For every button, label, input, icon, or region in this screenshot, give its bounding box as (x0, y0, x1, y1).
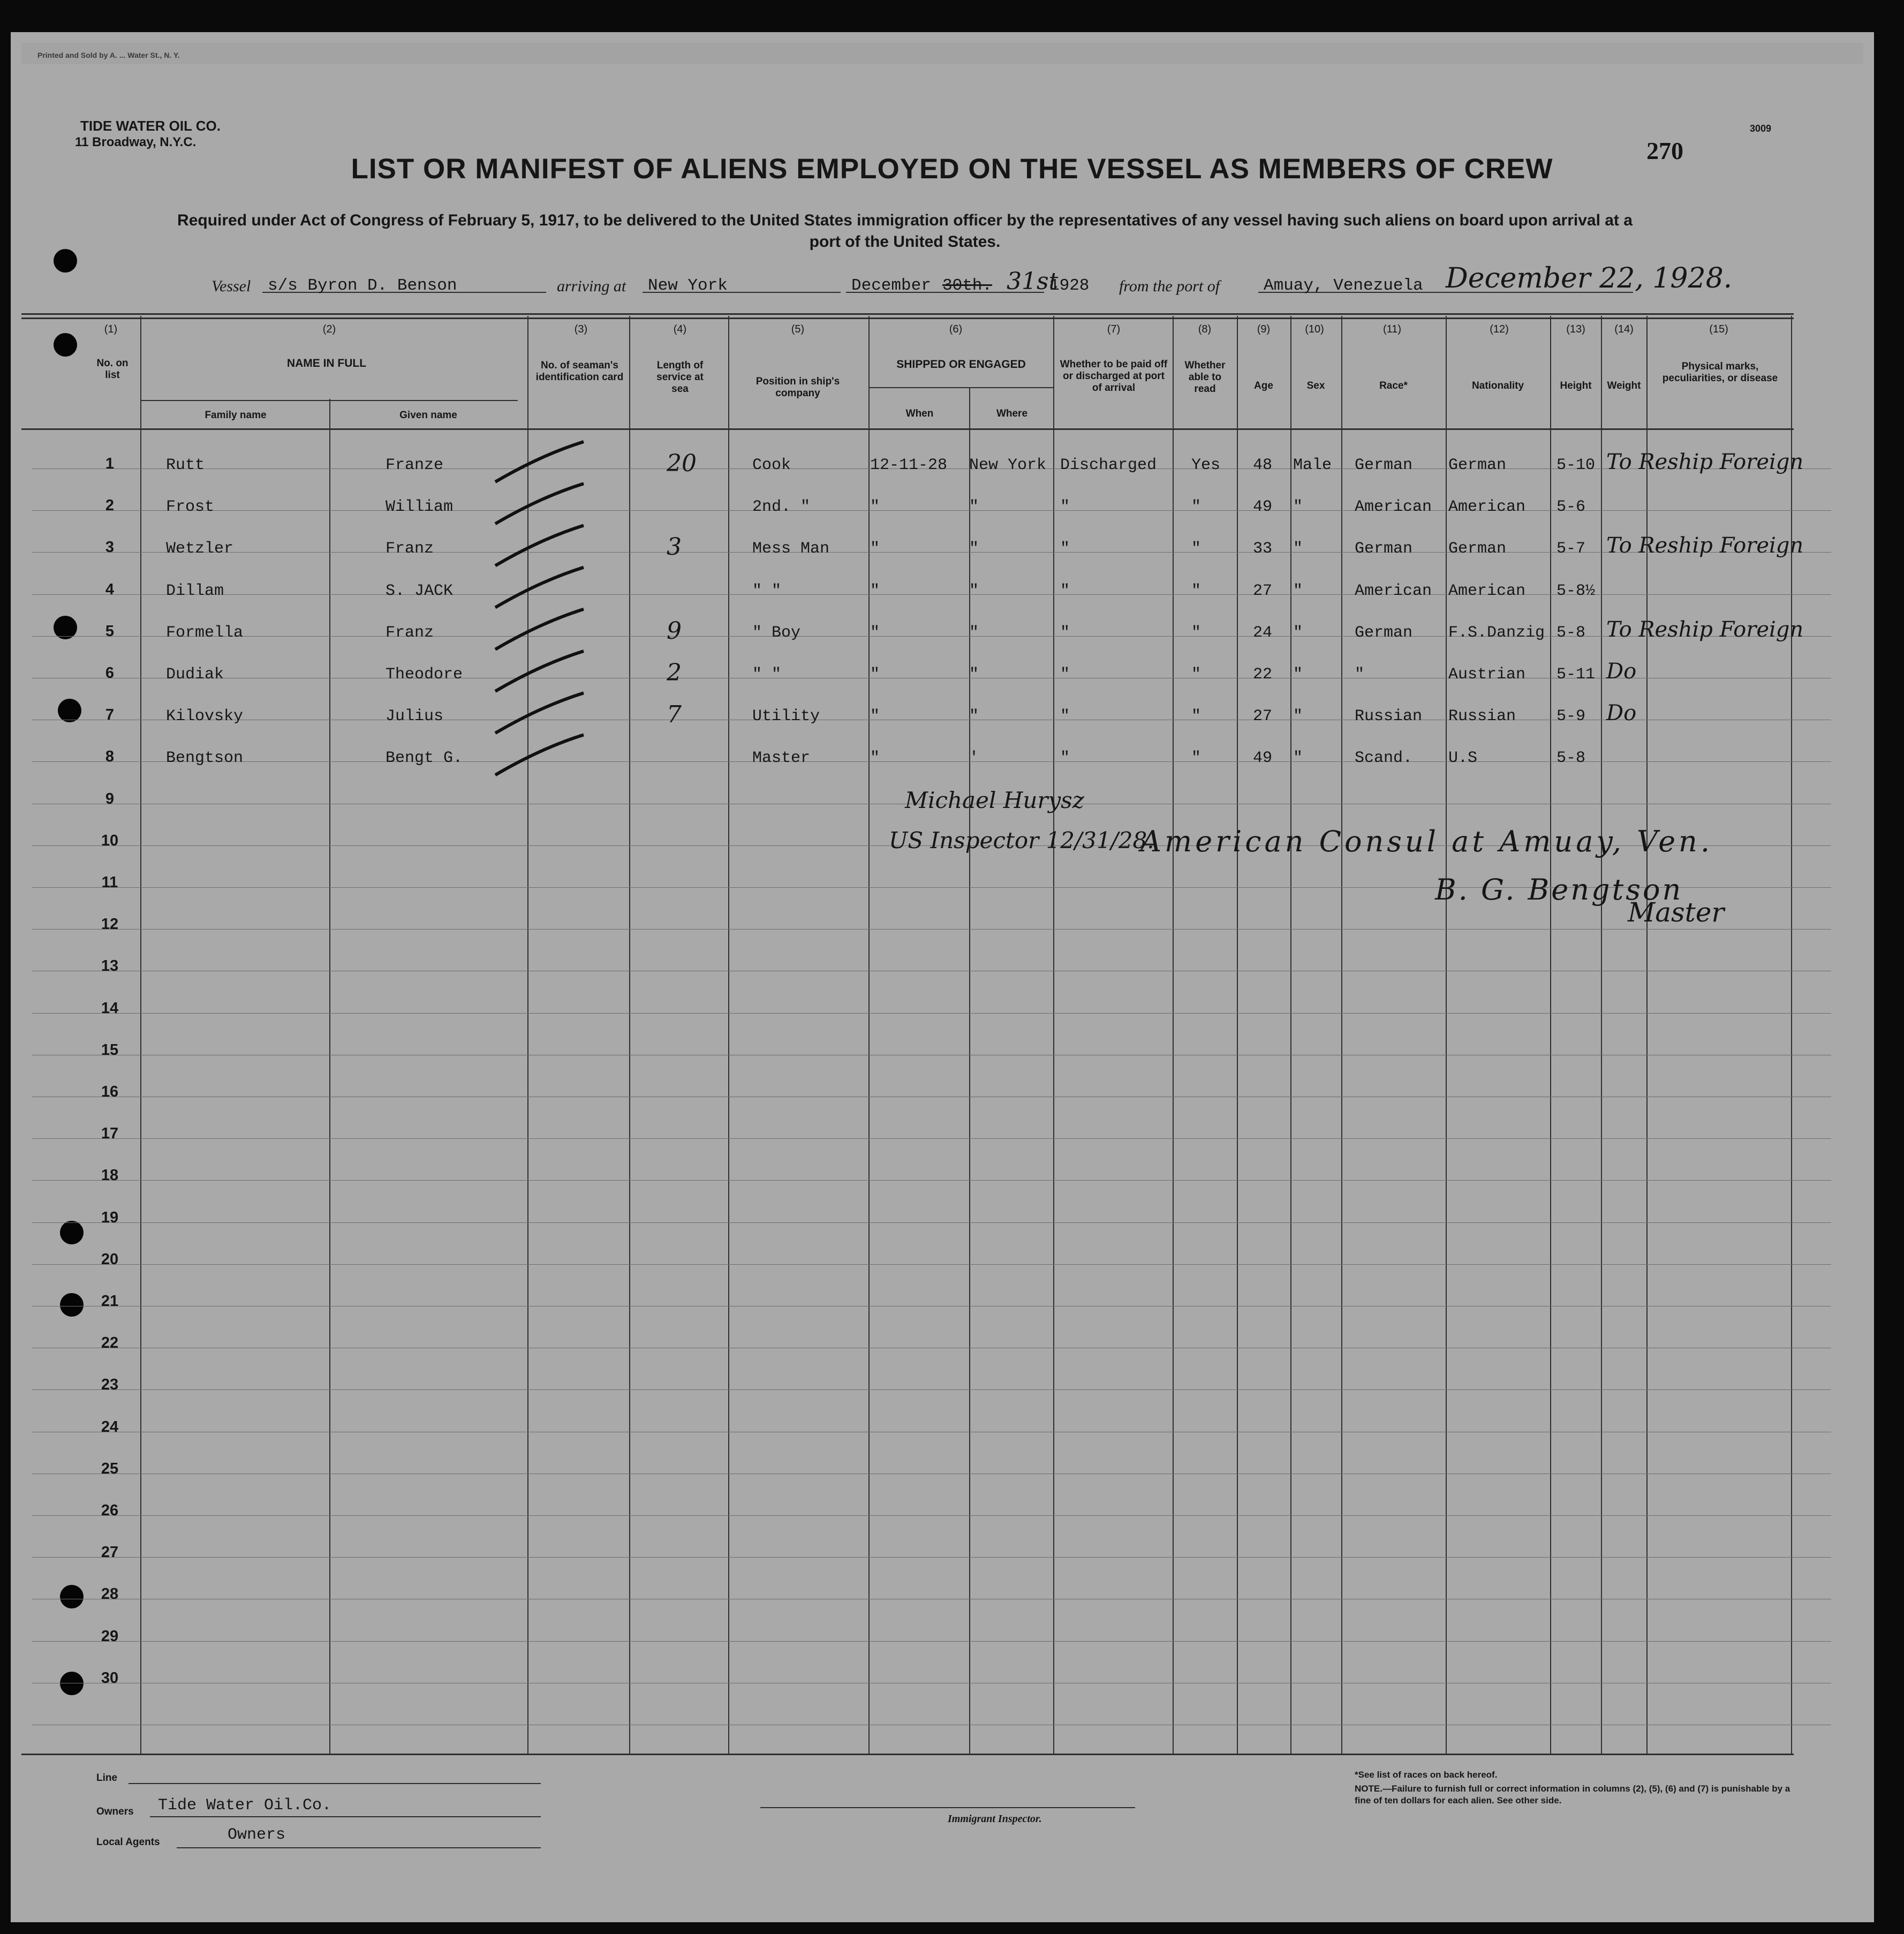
cell-race: German (1355, 456, 1413, 474)
cell-position: " Boy (752, 624, 801, 642)
header-marks: Physical marks, peculiarities, or disease (1662, 361, 1778, 384)
cell-given: S. JACK (386, 582, 454, 600)
vessel-name: s/s Byron D. Benson (268, 276, 457, 295)
header-weight: Weight (1607, 380, 1641, 391)
departure-port: Amuay, Venezuela (1264, 276, 1423, 295)
cell-family: Wetzler (166, 540, 234, 558)
cell-where: " (969, 666, 979, 684)
cell-nationality: German (1448, 456, 1507, 474)
cell-marks: Do (1606, 659, 1637, 684)
cell-service: 3 (667, 533, 682, 561)
row-number: 29 (101, 1628, 119, 1645)
header-age: Age (1254, 380, 1273, 391)
id-card-slash (495, 568, 584, 608)
cell-age: 24 (1253, 624, 1273, 642)
row-number: 9 (105, 790, 115, 807)
cell-sex: " (1293, 540, 1303, 558)
cell-family: Bengtson (166, 749, 244, 767)
master-signature: B. G. Bengtson (1435, 873, 1683, 906)
cell-sex: Male (1293, 456, 1332, 474)
inspector-signature: Michael Hurysz (905, 787, 1084, 813)
vessel-label: Vessel (211, 277, 251, 295)
header-where: Where (996, 408, 1028, 419)
cell-given: Franz (386, 624, 434, 642)
col-num-6: (6) (949, 323, 963, 335)
page-title: LIST OR MANIFEST OF ALIENS EMPLOYED ON THE VESSEL AS MEMBERS OF CREW (351, 153, 1553, 185)
cell-service: 20 (667, 450, 697, 477)
header-nationality: Nationality (1471, 380, 1524, 391)
cell-height: 5-10 (1557, 456, 1596, 474)
cell-sex: " (1293, 707, 1303, 726)
row-number: 4 (105, 581, 115, 598)
row-number: 17 (101, 1125, 119, 1142)
cell-when: " (870, 498, 880, 516)
cell-marks: To Reship Foreign (1606, 617, 1804, 642)
row-number: 8 (105, 748, 115, 765)
header-height: Height (1560, 380, 1592, 391)
cell-age: 33 (1253, 540, 1273, 558)
cell-race: Scand. (1355, 749, 1413, 767)
cell-given: Franz (386, 540, 434, 558)
row-number: 16 (101, 1083, 119, 1100)
cell-nationality: American (1448, 582, 1526, 600)
header-name-in-full: NAME IN FULL (286, 357, 367, 369)
header-sex: Sex (1306, 380, 1325, 391)
col-num-12: (12) (1490, 323, 1509, 335)
header-shipped-engaged: SHIPPED OR ENGAGED (896, 358, 1026, 371)
col-num-13: (13) (1566, 323, 1585, 335)
cell-service: 9 (667, 617, 682, 645)
row-number: 27 (101, 1544, 119, 1561)
cell-height: 5-11 (1557, 666, 1596, 684)
row-number: 15 (101, 1041, 119, 1059)
cell-where: " (969, 582, 979, 600)
col-num-4: (4) (673, 323, 687, 335)
cell-paid: " (1060, 707, 1070, 726)
row-number: 14 (101, 1000, 119, 1017)
cell-where: " (969, 624, 979, 642)
cell-nationality: Russian (1448, 707, 1516, 726)
cell-when: " (870, 749, 880, 767)
cell-service: 2 (667, 659, 682, 686)
cell-race: German (1355, 624, 1413, 642)
cell-given: William (386, 498, 454, 516)
cell-position: " " (752, 582, 782, 600)
cell-nationality: German (1448, 540, 1507, 558)
cell-position: " " (752, 666, 782, 684)
arrival-day-struck: 30th. (942, 276, 993, 295)
cell-family: Rutt (166, 456, 205, 474)
cell-when: 12-11-28 (870, 456, 948, 474)
cell-when: " (870, 707, 880, 726)
cell-read: " (1191, 707, 1202, 726)
owners-value: Tide Water Oil.Co. (158, 1796, 332, 1815)
cell-nationality: U.S (1448, 749, 1478, 767)
company-name: TIDE WATER OIL CO. (80, 118, 221, 134)
header-able-read: Whether able to read (1184, 360, 1226, 395)
row-number: 23 (101, 1376, 119, 1393)
id-card-slash (495, 525, 584, 565)
row-number: 18 (101, 1167, 119, 1184)
row-number: 2 (105, 497, 115, 514)
cell-given: Bengt G. (386, 749, 463, 767)
cell-sex: " (1293, 749, 1303, 767)
cell-given: Franze (386, 456, 444, 474)
row-number: 11 (101, 874, 118, 891)
header-given-name: Given name (399, 410, 457, 421)
header-family-name: Family name (205, 410, 267, 421)
row-number: 3 (105, 539, 115, 556)
cell-race: American (1355, 498, 1432, 516)
local-agents-label: Local Agents (96, 1837, 160, 1848)
cell-when: " (870, 582, 880, 600)
cell-given: Theodore (386, 666, 463, 684)
id-card-slash (495, 735, 584, 775)
penalty-note: NOTE.—Failure to furnish full or correct information in columns (2), (5), (6) and (7) is punishable by a fine of ten dollars for each alien. See other side. (1355, 1784, 1790, 1805)
cell-read: Yes (1191, 456, 1221, 474)
col-num-10: (10) (1305, 323, 1324, 335)
cell-race: American (1355, 582, 1432, 600)
races-note: *See list of races on back hereof. (1355, 1770, 1498, 1780)
header-length-service: Length of service at sea (656, 360, 704, 395)
row-number: 26 (101, 1502, 119, 1519)
cell-where: New York (969, 456, 1047, 474)
col-num-1: (1) (104, 323, 118, 335)
cell-given: Julius (386, 707, 444, 726)
page-number: 270 (1646, 137, 1683, 164)
id-card-slash (495, 651, 584, 691)
cell-read: " (1191, 624, 1202, 642)
cell-age: 27 (1253, 582, 1273, 600)
row-number: 19 (101, 1209, 119, 1226)
header-paid-off: Whether to be paid off or discharged at port of arrival (1060, 359, 1168, 394)
id-card-slash (495, 484, 584, 524)
cell-nationality: F.S.Danzig (1448, 624, 1545, 642)
cell-position: Cook (752, 456, 791, 474)
cell-family: Dillam (166, 582, 224, 600)
cell-position: Mess Man (752, 540, 830, 558)
arrival-port: New York (648, 276, 728, 295)
cell-family: Frost (166, 498, 215, 516)
cell-paid: " (1060, 498, 1070, 516)
cell-height: 5-8 (1557, 749, 1586, 767)
cell-where: ' (969, 749, 979, 767)
arrival-day-handwritten: 31st (1007, 268, 1059, 295)
cell-height: 5-9 (1557, 707, 1586, 726)
cell-read: " (1191, 498, 1202, 516)
row-number: 5 (105, 623, 115, 640)
cell-race: " (1355, 666, 1365, 684)
id-card-slash (495, 442, 584, 482)
row-number: 12 (101, 916, 119, 933)
cell-height: 5-6 (1557, 498, 1586, 516)
cell-family: Dudiak (166, 666, 224, 684)
col-num-14: (14) (1614, 323, 1634, 335)
arriving-label: arriving at (557, 277, 626, 295)
cell-position: Master (752, 749, 811, 767)
row-number: 20 (101, 1251, 119, 1268)
cell-paid: " (1060, 666, 1070, 684)
col-num-8: (8) (1198, 323, 1212, 335)
header-position: Position in ship's company (755, 376, 840, 399)
cell-age: 22 (1253, 666, 1273, 684)
row-number: 25 (101, 1460, 119, 1477)
printer-imprint: Printed and Sold by A. ... Water St., N. Y. (37, 51, 180, 59)
cell-position: Utility (752, 707, 820, 726)
header-id-card: No. of seaman's identification card (535, 360, 624, 383)
cell-read: " (1191, 666, 1202, 684)
row-number: 13 (101, 957, 119, 974)
row-number: 30 (101, 1669, 119, 1687)
cell-height: 5-7 (1557, 540, 1586, 558)
col-num-5: (5) (791, 323, 805, 335)
header-no-on-list: No. on list (96, 358, 129, 381)
cell-read: " (1191, 582, 1202, 600)
row-number: 22 (101, 1334, 119, 1351)
cell-nationality: American (1448, 498, 1526, 516)
cell-paid: " (1060, 749, 1070, 767)
cell-age: 27 (1253, 707, 1273, 726)
immigrant-inspector-label: Immigrant Inspector. (948, 1813, 1042, 1825)
cell-height: 5-8 (1557, 624, 1586, 642)
owners-label: Owners (96, 1806, 134, 1817)
page-subtitle: Required under Act of Congress of February 5, 1917, to be delivered to the United States immigration officer by the representatives of any vessel having such aliens on board upon arrival at a port of the United States. (177, 211, 1633, 251)
cell-where: " (969, 498, 979, 516)
cell-race: German (1355, 540, 1413, 558)
cell-sex: " (1293, 498, 1303, 516)
cell-read: " (1191, 749, 1202, 767)
cell-age: 48 (1253, 456, 1273, 474)
cell-paid: " (1060, 624, 1070, 642)
cell-where: " (969, 540, 979, 558)
cell-read: " (1191, 540, 1202, 558)
cell-when: " (870, 624, 880, 642)
cell-where: " (969, 707, 979, 726)
cell-paid: " (1060, 582, 1070, 600)
consul-endorsement: American Consul at Amuay, Ven. (1140, 825, 1713, 858)
row-number: 10 (101, 832, 119, 849)
row-number: 1 (105, 455, 115, 472)
row-number: 6 (105, 664, 115, 682)
row-number: 21 (101, 1293, 119, 1310)
col-num-9: (9) (1257, 323, 1271, 335)
cell-sex: " (1293, 666, 1303, 684)
master-title: Master (1628, 897, 1725, 928)
cell-height: 5-8½ (1557, 582, 1596, 600)
row-number: 24 (101, 1418, 119, 1436)
departure-date-handwritten: December 22, 1928. (1446, 262, 1733, 294)
cell-sex: " (1293, 582, 1303, 600)
cell-marks: To Reship Foreign (1606, 450, 1804, 474)
line-label: Line (96, 1772, 118, 1784)
col-num-3: (3) (574, 323, 588, 335)
id-card-slash (495, 693, 584, 733)
arrival-year: 1928 (1049, 276, 1090, 295)
id-card-slash (495, 609, 584, 649)
header-race: Race* (1379, 380, 1408, 391)
cell-family: Formella (166, 624, 244, 642)
company-address: 11 Broadway, N.Y.C. (75, 135, 197, 149)
form-number: 3009 (1750, 123, 1772, 134)
cell-paid: " (1060, 540, 1070, 558)
row-number: 28 (101, 1585, 119, 1603)
cell-when: " (870, 666, 880, 684)
cell-sex: " (1293, 624, 1303, 642)
cell-paid: Discharged (1060, 456, 1157, 474)
arrival-month: December (851, 276, 931, 295)
header-when: When (905, 408, 934, 419)
cell-when: " (870, 540, 880, 558)
cell-marks: Do (1606, 701, 1637, 726)
cell-age: 49 (1253, 749, 1273, 767)
cell-nationality: Austrian (1448, 666, 1526, 684)
col-num-11: (11) (1382, 323, 1402, 335)
col-num-15: (15) (1709, 323, 1728, 335)
cell-position: 2nd. " (752, 498, 811, 516)
from-port-label: from the port of (1119, 277, 1220, 295)
row-number: 7 (105, 706, 115, 723)
cell-service: 7 (667, 701, 682, 728)
col-num-2: (2) (322, 323, 336, 335)
inspector-title: US Inspector 12/31/28. (889, 827, 1154, 853)
cell-family: Kilovsky (166, 707, 244, 726)
cell-age: 49 (1253, 498, 1273, 516)
cell-race: Russian (1355, 707, 1423, 726)
col-num-7: (7) (1107, 323, 1121, 335)
cell-marks: To Reship Foreign (1606, 533, 1804, 558)
local-agents-value: Owners (228, 1826, 286, 1844)
